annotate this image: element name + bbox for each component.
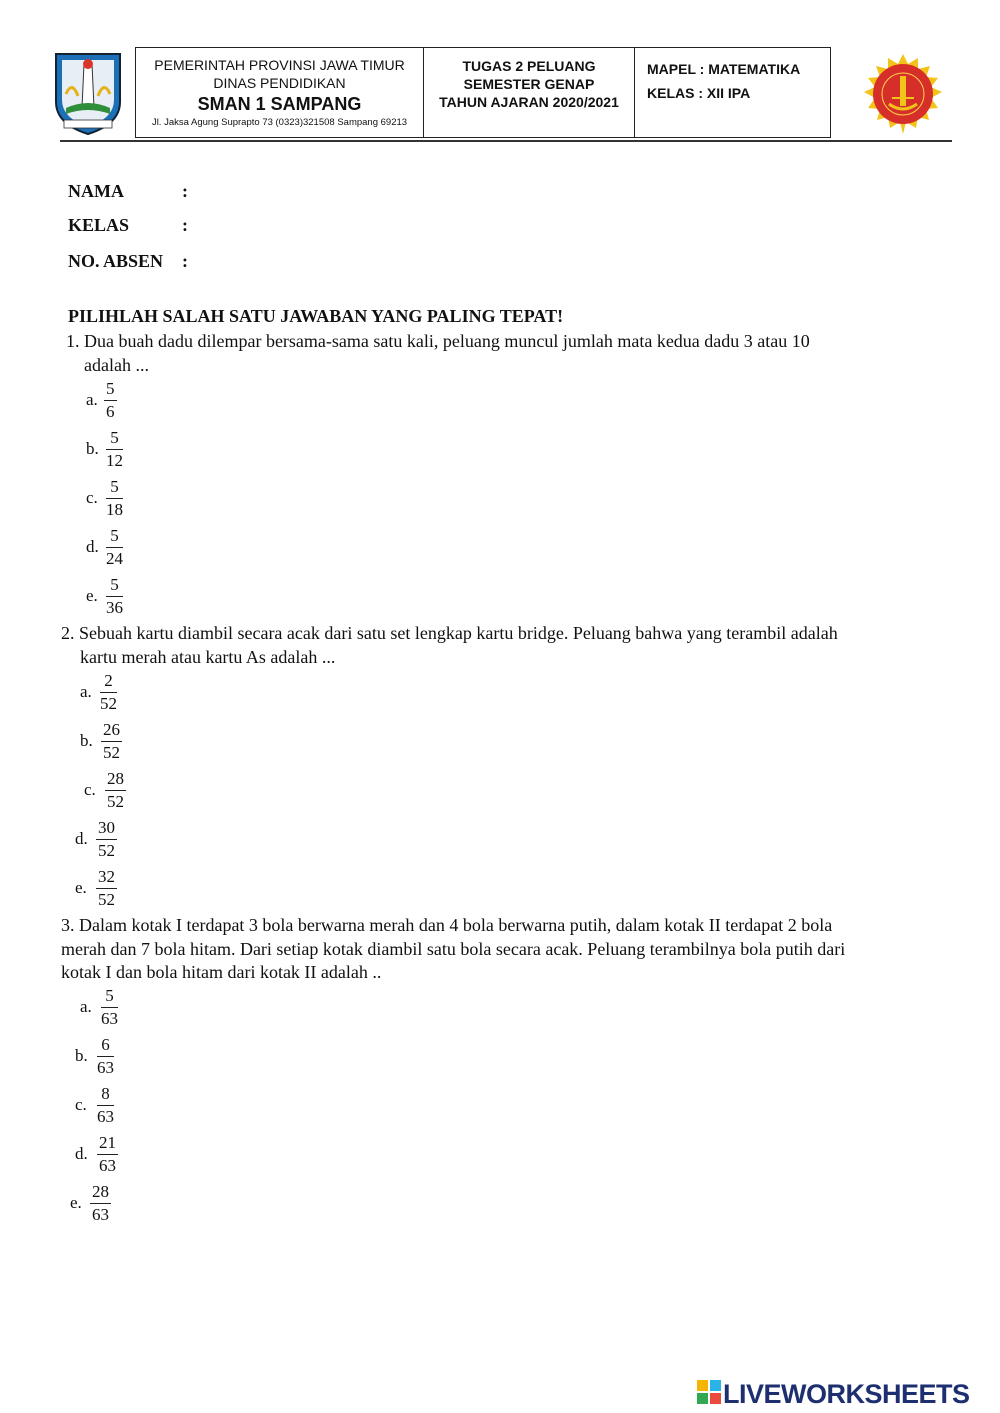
option-letter: c. [75,1095,87,1114]
option-letter: a. [86,390,98,409]
question-1-line-2: adalah ... [84,355,149,375]
subject-info-box [634,47,831,138]
semester-line: SEMESTER GENAP [463,76,595,92]
fraction-numerator: 5 [101,985,118,1008]
fraction-denominator: 6 [106,402,115,421]
kelas-row [68,215,188,236]
question-2-line-2: kartu merah atau kartu As adalah ... [80,647,336,667]
fraction-numerator: 28 [105,768,126,791]
task-title: TUGAS 2 PELUANG [462,58,596,74]
task-info-box [423,47,635,138]
fraction-denominator: 63 [92,1205,109,1224]
option-letter: a. [80,997,92,1016]
fraction-numerator: 6 [97,1034,114,1057]
fraction-denominator: 52 [103,743,120,762]
fraction-denominator: 36 [106,598,123,617]
fraction-denominator: 63 [97,1058,114,1077]
instruction: PILIHLAH SALAH SATU JAWABAN YANG PALING TEPAT! [68,306,564,326]
fraction-denominator: 52 [98,890,115,909]
option-letter: c. [84,780,96,799]
liveworksheets-logo-icon [697,1380,721,1411]
option-letter: d. [75,829,88,848]
fraction-numerator: 2 [100,670,117,693]
fraction-denominator: 63 [101,1009,118,1028]
question-1-line-1: 1. Dua buah dadu dilempar bersama-sama satu kali, peluang muncul jumlah mata kedua dadu 3 atau 10 [66,331,810,351]
fraction-denominator: 18 [106,500,123,519]
absen-row [68,251,188,272]
option-letter: b. [86,439,99,458]
east-java-crest-logo [50,50,126,136]
option-letter: a. [80,682,92,701]
question-3-line-1: 3. Dalam kotak I terdapat 3 bola berwarna merah dan 4 bola berwarna putih, dalam kotak II terdapat 2 bola [61,915,833,935]
option-letter: d. [86,537,99,556]
fraction-numerator: 5 [104,378,117,401]
option-letter: b. [75,1046,88,1065]
fraction-numerator: 21 [97,1132,118,1155]
fraction-numerator: 5 [106,427,123,450]
nama-colon: : [182,181,188,201]
question-3-line-2: merah dan 7 bola hitam. Dari setiap kotak diambil satu bola secara acak. Peluang terambilnya bola putih dari [61,939,846,959]
question-3-line-3: kotak I dan bola hitam dari kotak II adalah .. [61,962,382,982]
fraction-denominator: 12 [106,451,123,470]
school-emblem-logo [856,52,950,136]
province-line: PEMERINTAH PROVINSI JAWA TIMUR [154,57,405,73]
subject-line: MAPEL : MATEMATIKA [647,61,801,77]
fraction-numerator: 5 [106,525,123,548]
fraction-numerator: 30 [96,817,117,840]
school-name: SMAN 1 SAMPANG [197,94,362,114]
option-letter: e. [75,878,87,897]
fraction-denominator: 63 [99,1156,116,1175]
fraction-numerator: 5 [106,476,123,499]
option-letter: c. [86,488,98,507]
absen-colon: : [182,251,188,271]
header-divider [60,140,952,142]
class-line: KELAS : XII IPA [647,85,751,101]
department-line: DINAS PENDIDIKAN [213,75,346,91]
academic-year: TAHUN AJARAN 2020/2021 [439,94,619,110]
fraction-numerator: 26 [101,719,122,742]
letterhead [0,0,1000,150]
absen-label: NO. ABSEN [68,251,164,271]
kelas-label: KELAS [68,215,130,235]
fraction-denominator: 52 [100,694,117,713]
question-2-line-1: 2. Sebuah kartu diambil secara acak dari satu set lengkap kartu bridge. Peluang bahwa yang terambil adalah [61,623,838,643]
fraction-denominator: 52 [107,792,124,811]
option-letter: e. [70,1193,82,1212]
nama-row [68,181,188,202]
school-address: Jl. Jaksa Agung Suprapto 73 (0323)321508 Sampang 69213 [151,117,408,128]
option-letter: b. [80,731,93,750]
fraction-denominator: 52 [98,841,115,860]
liveworksheets-watermark [697,1379,970,1409]
nama-label: NAMA [68,181,124,201]
school-identity-box [135,47,424,138]
brand-text: LIVEWORKSHEETS [723,1379,970,1409]
fraction-numerator: 32 [96,866,117,889]
fraction-numerator: 8 [97,1083,114,1106]
option-letter: e. [86,586,98,605]
fraction-numerator: 5 [106,574,123,597]
fraction-denominator: 63 [97,1107,114,1126]
fraction-numerator: 28 [90,1181,111,1204]
kelas-colon: : [182,215,188,235]
option-letter: d. [75,1144,88,1163]
fraction-denominator: 24 [106,549,123,568]
